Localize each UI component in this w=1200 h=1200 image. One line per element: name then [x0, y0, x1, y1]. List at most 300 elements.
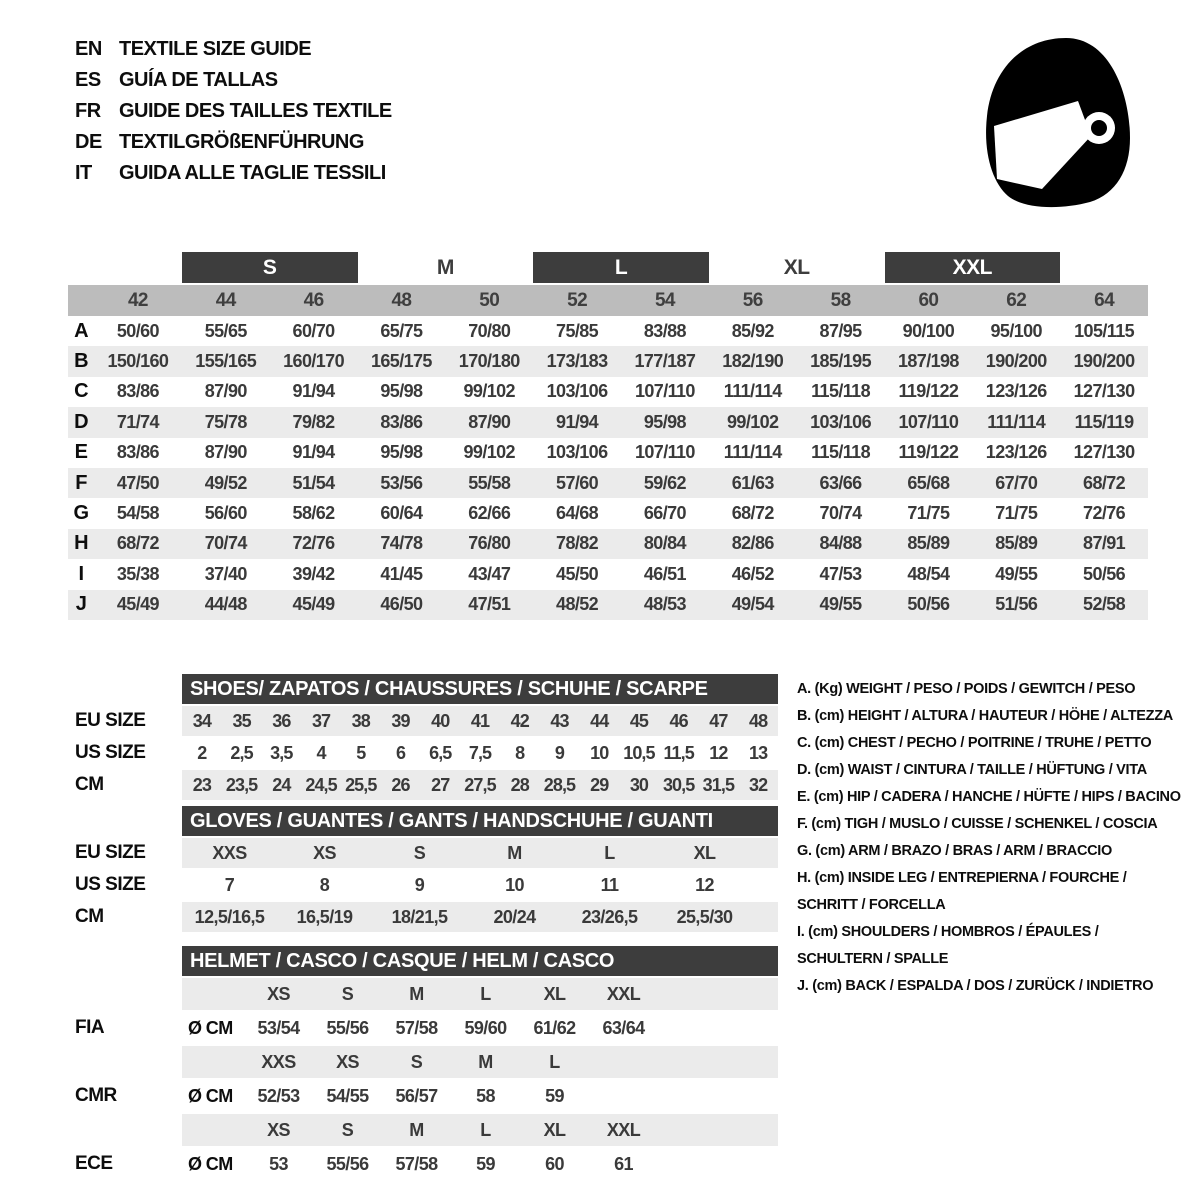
legend-item: D. (cm) WAIST / CINTURA / TAILLE / HÜFTUNG / VITA: [797, 762, 1147, 778]
row-letter: E: [74, 441, 88, 464]
measurement-cell: 107/110: [898, 411, 959, 432]
measurement-cell: 48/54: [907, 563, 950, 584]
size-header-cell: M: [409, 983, 424, 1004]
corner-cell: [68, 285, 94, 316]
table-row: [68, 407, 1148, 437]
table-row: [68, 559, 1148, 589]
size-group-s: S: [182, 252, 358, 283]
measurement-cell: 49/54: [731, 594, 774, 615]
measurement-cell: 83/88: [643, 320, 686, 341]
measurement-cell: 70/80: [468, 320, 511, 341]
measurement-cell: 64/68: [556, 503, 599, 524]
size-value-cell: 59: [476, 1153, 495, 1174]
measurement-cell: 67/70: [995, 472, 1038, 493]
size-value-cell: 57/58: [395, 1153, 438, 1174]
size-cell: 10: [505, 874, 524, 895]
column-header: 52: [567, 289, 588, 311]
size-cell: 3,5: [270, 742, 293, 763]
language-header: [75, 34, 392, 189]
section-title: HELMET / CASCO / CASQUE / HELM / CASCO: [182, 946, 778, 976]
measurement-cell: 190/200: [1073, 351, 1135, 372]
measurement-cell: 123/126: [985, 442, 1047, 463]
size-cell: M: [507, 842, 522, 863]
size-value-cell: 53/54: [257, 1017, 300, 1038]
measurement-cell: 85/92: [731, 320, 774, 341]
measurement-cell: 83/86: [116, 442, 159, 463]
size-value-cell: 56/57: [395, 1085, 438, 1106]
unit-cell: Ø CM: [188, 1153, 233, 1174]
measurement-cell: 49/55: [819, 594, 862, 615]
measurement-cell: 65/75: [380, 320, 423, 341]
measurement-cell: 47/51: [468, 594, 511, 615]
size-cell: 32: [749, 774, 768, 795]
measurement-cell: 48/53: [643, 594, 686, 615]
column-header: 48: [391, 289, 412, 311]
size-group-xxl: XXL: [885, 252, 1061, 283]
size-cell: 10,5: [623, 742, 655, 763]
unit-cell: Ø CM: [188, 1017, 233, 1038]
language-row: [75, 34, 392, 65]
size-cell: 8: [319, 874, 330, 895]
measurement-cell: 177/187: [634, 351, 696, 372]
size-cell: 40: [431, 710, 450, 731]
measurement-cell: 45/50: [556, 563, 599, 584]
measurement-cell: 75/85: [556, 320, 599, 341]
measurement-cell: 90/100: [902, 320, 955, 341]
section-row: [75, 706, 778, 736]
section-header-row: [75, 946, 778, 976]
measurement-cell: 54/58: [116, 503, 159, 524]
size-cell: 12,5/16,5: [194, 906, 265, 927]
measurement-cell: 85/89: [907, 533, 950, 554]
helmet-value-row: [75, 1148, 778, 1180]
measurement-cell: 49/52: [204, 472, 247, 493]
row-label: [75, 674, 182, 704]
size-header-cell: L: [480, 1119, 491, 1140]
measurement-cell: 87/90: [204, 381, 247, 402]
measurement-cell: 45/49: [292, 594, 335, 615]
row-label: EU SIZE: [75, 842, 146, 863]
measurement-cell: 103/106: [546, 381, 608, 402]
size-cell: 7,5: [468, 742, 492, 763]
language-code: ES: [75, 69, 101, 91]
size-header-cell: XS: [267, 1119, 290, 1140]
cells-row: [182, 870, 778, 900]
helmet-value-row: [75, 1012, 778, 1044]
table-row: [68, 468, 1148, 498]
size-cell: 23,5: [225, 774, 258, 795]
measurement-cell: 46/52: [731, 563, 774, 584]
row-label: [75, 806, 182, 836]
size-cell: 30: [629, 774, 649, 795]
legend-item: F. (cm) TIGH / MUSLO / CUISSE / SCHENKEL / COSCIA: [797, 816, 1158, 832]
measurement-cell: 75/78: [204, 411, 247, 432]
size-header-cell: XS: [267, 983, 290, 1004]
size-cell: XXS: [212, 842, 247, 863]
cells-row: [182, 1012, 778, 1044]
measurement-rows: [68, 316, 1148, 620]
measurement-cell: 62/66: [468, 503, 511, 524]
size-cell: 2: [197, 742, 207, 763]
measurement-cell: 182/190: [722, 351, 784, 372]
size-cell: 27: [431, 774, 450, 795]
measurement-cell: 185/195: [810, 351, 872, 372]
measurement-cell: 49/55: [995, 563, 1038, 584]
column-header-row: [68, 285, 1148, 316]
helmet-size-header-row: [75, 978, 778, 1010]
size-cell: 2,5: [230, 742, 253, 763]
measurement-cell: 48/52: [556, 594, 599, 615]
size-cell: 45: [629, 710, 649, 731]
column-header: 50: [479, 289, 500, 311]
size-cell: 29: [590, 774, 609, 795]
size-value-cell: 53: [269, 1153, 288, 1174]
measurement-cell: 51/56: [995, 594, 1038, 615]
size-value-cell: 63/64: [602, 1017, 645, 1038]
size-cell: 27,5: [464, 774, 496, 795]
racing-helmet-icon: [978, 36, 1138, 208]
row-label: [75, 1114, 182, 1146]
language-title: GUIDE DES TAILLES TEXTILE: [119, 100, 392, 122]
size-cell: 25,5/30: [676, 906, 733, 927]
size-header-cell: XL: [543, 1119, 566, 1140]
legend-item: A. (Kg) WEIGHT / PESO / POIDS / GEWITCH / PESO: [797, 681, 1136, 697]
size-cell: 37: [311, 710, 331, 731]
size-header-cell: S: [410, 1051, 423, 1072]
measurement-cell: 71/75: [907, 503, 950, 524]
size-cell: 7: [224, 874, 235, 895]
size-group-m: M: [436, 255, 454, 279]
measurement-cell: 115/118: [811, 442, 871, 463]
size-cell: 30,5: [662, 774, 695, 795]
measurement-cell: 76/80: [468, 533, 511, 554]
size-header-cell: L: [480, 983, 491, 1004]
table-row: [68, 498, 1148, 528]
measurement-cell: 74/78: [380, 533, 423, 554]
size-cell: 11,5: [663, 742, 694, 763]
size-value-cell: 61/62: [533, 1017, 576, 1038]
measurement-cell: 61/63: [731, 472, 774, 493]
language-code: EN: [75, 38, 102, 60]
measurement-cell: 91/94: [556, 411, 599, 432]
measurement-cell: 60/64: [380, 503, 423, 524]
table-row: [68, 316, 1148, 346]
measurement-cell: 85/89: [995, 533, 1038, 554]
size-cell: 34: [192, 710, 211, 731]
size-value-cell: 55/56: [326, 1017, 369, 1038]
size-header-cell: S: [341, 983, 354, 1004]
measurement-cell: 82/86: [731, 533, 774, 554]
section-title: SHOES/ ZAPATOS / CHAUSSURES / SCHUHE / SCARPE: [182, 674, 778, 704]
measurement-cell: 84/88: [819, 533, 862, 554]
measurement-cell: 119/122: [898, 442, 959, 463]
measurement-cell: 173/183: [546, 351, 608, 372]
measurement-cell: 68/72: [1083, 472, 1126, 493]
size-header-cell: M: [478, 1051, 493, 1072]
row-label: CM: [75, 774, 104, 795]
legend-item: C. (cm) CHEST / PECHO / POITRINE / TRUHE / PETTO: [797, 735, 1152, 751]
row-letter: I: [78, 562, 84, 585]
measurement-cell: 95/98: [643, 411, 686, 432]
measurement-cell: 55/58: [468, 472, 511, 493]
size-cell: 16,5/19: [296, 906, 353, 927]
legend-item: I. (cm) SHOULDERS / HOMBROS / ÉPAULES / SCHULTERN / SPALLE: [797, 924, 1099, 967]
row-label: US SIZE: [75, 874, 146, 895]
cells-row: [182, 1080, 778, 1112]
section-title: GLOVES / GUANTES / GANTS / HANDSCHUHE / GUANTI: [182, 806, 778, 836]
row-label: FIA: [75, 1017, 105, 1038]
measurement-cell: 58/62: [292, 503, 335, 524]
measurement-cell: 43/47: [468, 563, 511, 584]
column-header: 46: [303, 289, 324, 311]
measurement-cell: 127/130: [1073, 381, 1135, 402]
cells-row: [182, 1046, 778, 1078]
column-header: 44: [215, 289, 236, 311]
helmet-size-header-row: [75, 1046, 778, 1078]
row-letter: J: [75, 593, 87, 616]
language-title: GUÍA DE TALLAS: [119, 69, 278, 91]
size-value-cell: 57/58: [395, 1017, 438, 1038]
size-cell: 24: [272, 774, 291, 795]
measurement-cell: 47/53: [819, 563, 862, 584]
size-cell: 39: [391, 710, 410, 731]
size-cell: L: [604, 842, 615, 863]
measurement-cell: 50/56: [907, 594, 950, 615]
size-cell: 23: [192, 774, 211, 795]
size-cell: 25,5: [345, 774, 377, 795]
helmet-value-row: [75, 1080, 778, 1112]
measurement-cell: 41/45: [380, 563, 423, 584]
measurement-cell: 57/60: [556, 472, 599, 493]
row-label: [75, 946, 182, 976]
measurement-cell: 123/126: [985, 381, 1047, 402]
size-cell: 47: [709, 710, 728, 731]
measurement-cell: 70/74: [819, 503, 862, 524]
size-cell: 12: [695, 874, 714, 895]
column-header: 54: [654, 289, 675, 311]
size-header-cell: XS: [336, 1051, 359, 1072]
measurement-cell: 99/102: [727, 411, 779, 432]
legend-item: H. (cm) INSIDE LEG / ENTREPIERNA / FOURCHE / SCHRITT / FORCELLA: [797, 870, 1127, 913]
measurement-cell: 68/72: [731, 503, 774, 524]
measurement-cell: 71/74: [116, 411, 159, 432]
size-cell: 44: [590, 710, 609, 731]
measurement-cell: 95/98: [380, 442, 423, 463]
size-group-xl: XL: [783, 255, 810, 279]
cells-row: [182, 738, 778, 768]
measurement-cell: 187/198: [897, 351, 959, 372]
legend-item: E. (cm) HIP / CADERA / HANCHE / HÜFTE / HIPS / BACINO: [797, 789, 1181, 805]
measurement-cell: 45/49: [116, 594, 159, 615]
size-cell: 5: [356, 742, 366, 763]
size-cell: 6: [395, 742, 406, 763]
row-label: ECE: [75, 1153, 113, 1174]
measurement-cell: 111/114: [723, 442, 782, 463]
size-cell: 36: [272, 710, 291, 731]
size-cell: 20/24: [493, 906, 536, 927]
cells-row: [182, 1148, 778, 1180]
row-letter: F: [75, 471, 87, 494]
measurement-cell: 115/118: [811, 381, 871, 402]
shoes-table: [75, 674, 778, 802]
column-header: 64: [1094, 289, 1115, 311]
measurement-cell: 39/42: [292, 563, 335, 584]
unit-cell: Ø CM: [188, 1085, 233, 1106]
measurement-cell: 50/56: [1083, 563, 1126, 584]
measurement-cell: 99/102: [463, 381, 515, 402]
legend-item: B. (cm) HEIGHT / ALTURA / HAUTEUR / HÖHE / ALTEZZA: [797, 708, 1173, 724]
measurement-cell: 79/82: [292, 411, 335, 432]
size-value-cell: 58: [476, 1085, 495, 1106]
unit-cell: [182, 978, 244, 1010]
cells-row: [182, 770, 778, 800]
measurement-cell: 71/75: [995, 503, 1038, 524]
measurement-cell: 103/106: [546, 442, 608, 463]
size-cell: 31,5: [702, 774, 735, 795]
size-cell: 43: [550, 710, 569, 731]
measurement-cell: 46/51: [643, 563, 686, 584]
measurement-cell: 87/90: [468, 411, 511, 432]
measurement-cell: 87/95: [819, 320, 862, 341]
section-row: [75, 738, 778, 768]
size-cell: 28: [510, 774, 529, 795]
measurement-cell: 165/175: [370, 351, 432, 372]
language-row: [75, 96, 392, 127]
size-cell: 28,5: [543, 774, 576, 795]
size-cell: 18/21,5: [391, 906, 448, 927]
measurement-cell: 60/70: [292, 320, 335, 341]
size-cell: 46: [669, 710, 688, 731]
row-label: [75, 978, 182, 1010]
measurement-cell: 83/86: [116, 381, 159, 402]
measurement-cell: 56/60: [204, 503, 247, 524]
measurement-cell: 47/50: [116, 472, 159, 493]
row-label: [75, 1046, 182, 1078]
measurement-cell: 37/40: [204, 563, 247, 584]
size-header-cell: XXS: [261, 1051, 296, 1072]
size-header-cell: XXL: [606, 983, 641, 1004]
section-row: [75, 770, 778, 800]
size-cell: XL: [693, 842, 716, 863]
measurement-cell: 155/165: [195, 351, 257, 372]
size-cell: 38: [351, 710, 370, 731]
measurement-cell: 70/74: [204, 533, 247, 554]
size-value-cell: 60: [545, 1153, 564, 1174]
section-row: [75, 838, 778, 868]
size-cell: 13: [749, 742, 768, 763]
measurement-cell: 72/76: [292, 533, 335, 554]
language-code: DE: [75, 131, 102, 153]
size-value-cell: 59: [545, 1085, 564, 1106]
measurement-cell: 66/70: [643, 503, 686, 524]
measurement-cell: 78/82: [556, 533, 599, 554]
language-code: IT: [75, 162, 92, 184]
gloves-table: [75, 806, 778, 934]
row-letter: D: [74, 410, 88, 433]
section-header-row: [75, 674, 778, 704]
measurement-cell: 63/66: [819, 472, 862, 493]
measurement-cell: 53/56: [380, 472, 423, 493]
measurement-cell: 111/114: [987, 411, 1046, 432]
section-row: [75, 902, 778, 932]
cells-row: [182, 706, 778, 736]
measurement-cell: 68/72: [116, 533, 159, 554]
language-row: [75, 65, 392, 96]
size-cell: 6,5: [429, 742, 452, 763]
measurement-cell: 111/114: [723, 381, 782, 402]
row-label: EU SIZE: [75, 710, 146, 731]
row-label: US SIZE: [75, 742, 146, 763]
cells-row: [182, 902, 778, 932]
measurement-cell: 107/110: [634, 442, 695, 463]
measurement-cell: 35/38: [116, 563, 159, 584]
row-label: CM: [75, 906, 104, 927]
size-cell: 42: [510, 710, 529, 731]
measurement-cell: 87/90: [204, 442, 247, 463]
measurement-cell: 87/91: [1083, 533, 1126, 554]
measurement-cell: 95/98: [380, 381, 423, 402]
measurement-cell: 119/122: [898, 381, 959, 402]
size-cell: XS: [313, 842, 336, 863]
cells-row: [182, 1114, 778, 1146]
size-cell: 9: [554, 742, 565, 763]
measurement-cell: 99/102: [463, 442, 515, 463]
measurement-cell: 127/130: [1073, 442, 1135, 463]
measurement-cell: 105/115: [1074, 320, 1135, 341]
measurement-cell: 51/54: [292, 472, 335, 493]
size-header-cell: XL: [543, 983, 566, 1004]
size-cell: 11: [600, 874, 619, 895]
size-cell: 24,5: [305, 774, 337, 795]
measurement-cell: 65/68: [907, 472, 950, 493]
row-label: CMR: [75, 1085, 117, 1106]
measurement-cell: 72/76: [1083, 503, 1126, 524]
language-title: TEXTILE SIZE GUIDE: [119, 38, 312, 60]
measurement-legend: [797, 676, 1185, 1000]
measurement-cell: 83/86: [380, 411, 423, 432]
cells-row: [182, 978, 778, 1010]
cells-row: [182, 838, 778, 868]
measurement-cell: 46/50: [380, 594, 423, 615]
size-header-cell: M: [409, 1119, 424, 1140]
legend-item: G. (cm) ARM / BRAZO / BRAS / ARM / BRACCIO: [797, 843, 1112, 859]
measurement-cell: 59/62: [643, 472, 686, 493]
size-cell: 8: [515, 742, 525, 763]
measurement-cell: 50/60: [116, 320, 159, 341]
size-value-cell: 55/56: [326, 1153, 369, 1174]
measurement-cell: 115/119: [1074, 411, 1134, 432]
column-header: 56: [742, 289, 763, 311]
measurement-cell: 190/200: [985, 351, 1047, 372]
measurement-cell: 103/106: [810, 411, 872, 432]
row-letter: H: [74, 532, 88, 555]
size-cell: 4: [316, 742, 326, 763]
size-group-row: [68, 252, 1148, 283]
size-group-l: L: [533, 252, 709, 283]
measurement-cell: 80/84: [643, 533, 686, 554]
measurement-cell: 150/160: [107, 351, 169, 372]
language-title: TEXTILGRÖßENFÜHRUNG: [119, 131, 364, 153]
column-header: 58: [830, 289, 851, 311]
size-value-cell: 59/60: [464, 1017, 507, 1038]
size-cell: 9: [414, 874, 425, 895]
column-header: 60: [918, 289, 939, 311]
size-cell: S: [413, 842, 426, 863]
size-header-cell: S: [341, 1119, 354, 1140]
measurement-cell: 91/94: [292, 381, 335, 402]
section-row: [75, 870, 778, 900]
measurement-cell: 52/58: [1083, 594, 1126, 615]
